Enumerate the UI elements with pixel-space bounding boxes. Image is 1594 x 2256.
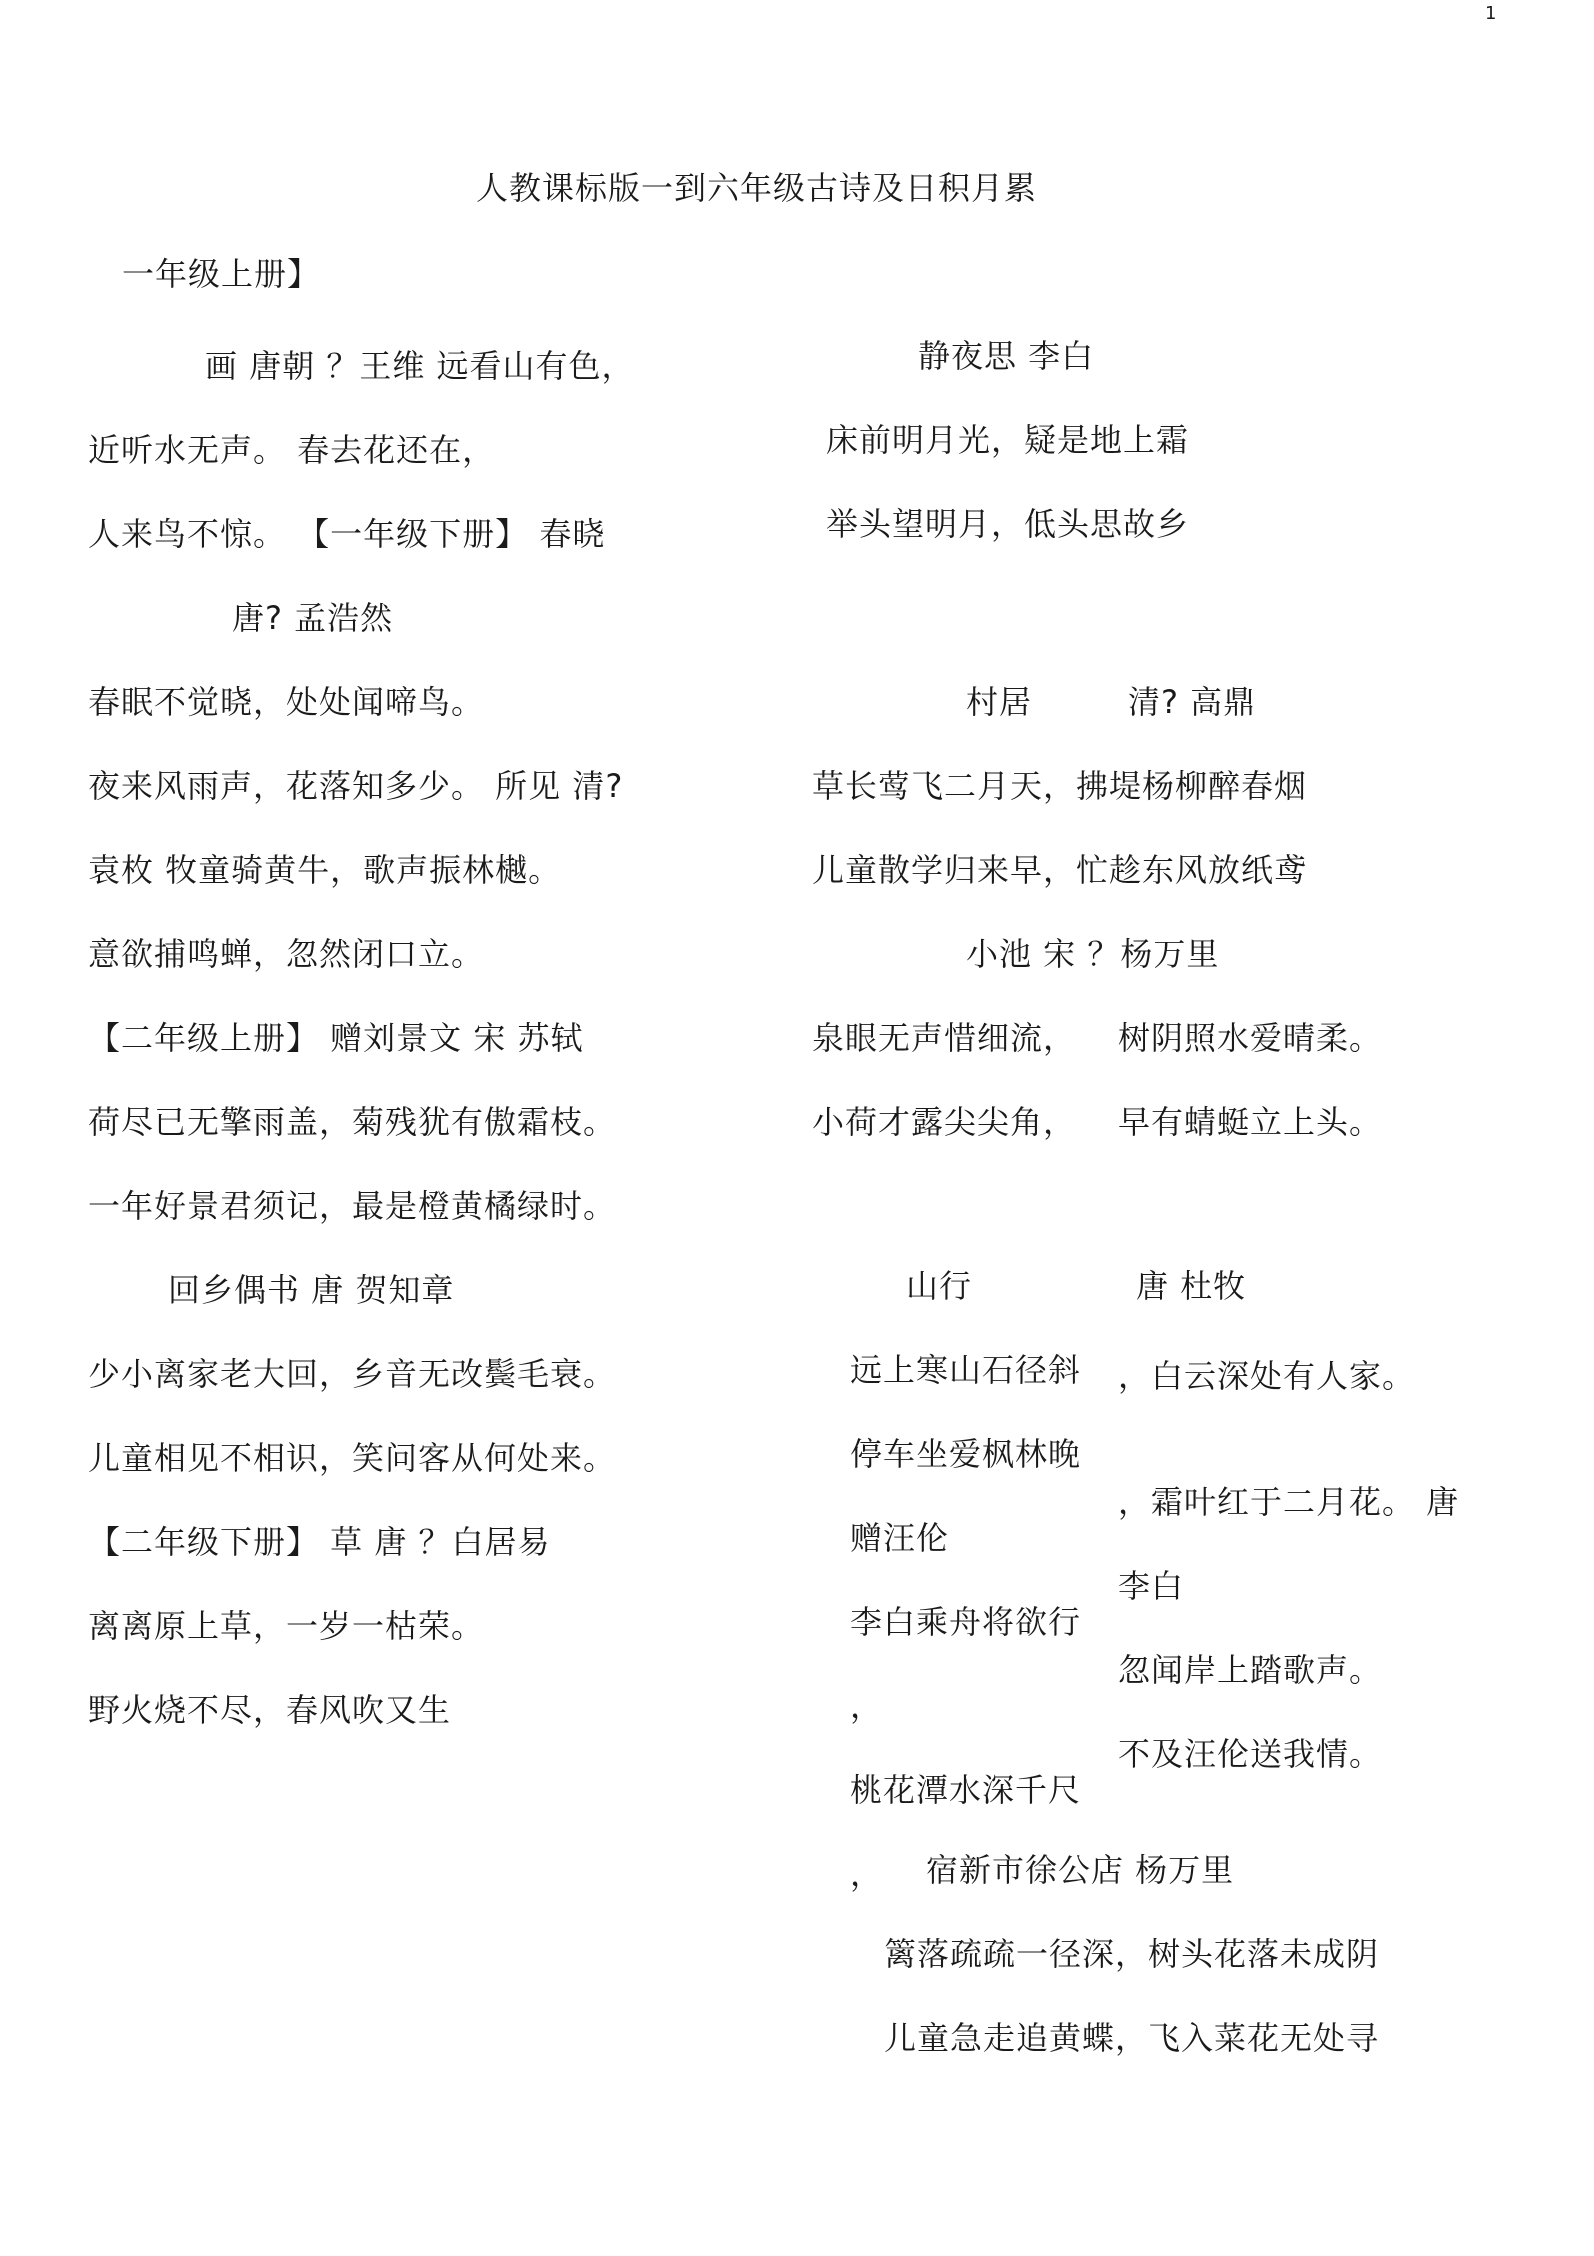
text-line: 【二年级上册】 赠刘景文 宋 苏轼 bbox=[88, 1019, 584, 1057]
text-line: 【二年级下册】 草 唐 ？白居易 bbox=[88, 1523, 551, 1561]
text-line: ，霜叶红于二月花。 唐 bbox=[1118, 1483, 1460, 1521]
document-title: 人教课标版一到六年级古诗及日积月累 bbox=[476, 169, 1038, 207]
text-line: 李白 bbox=[1118, 1567, 1185, 1605]
text-line: 桃花潭水深千尺 bbox=[850, 1771, 1082, 1809]
text-line: 唐 杜牧 bbox=[1136, 1267, 1247, 1305]
text-line: 树阴照水爱晴柔。 bbox=[1118, 1019, 1383, 1057]
text-line: 床前明月光，疑是地上霜 bbox=[826, 421, 1190, 459]
text-line: 近听水无声。 春去花还在， bbox=[88, 431, 496, 469]
text-line: 回乡偶书 唐 贺知章 bbox=[168, 1271, 455, 1309]
text-line: 村居 bbox=[966, 683, 1033, 721]
text-line: 夜来风雨声，花落知多少。 所见 清? bbox=[88, 767, 624, 805]
text-line: 忽闻岸上踏歌声。 bbox=[1118, 1651, 1383, 1689]
text-line: 宿新市徐公店 杨万里 bbox=[926, 1851, 1235, 1889]
text-line: 荷尽已无擎雨盖，菊残犹有傲霜枝。 bbox=[88, 1103, 617, 1141]
text-line: 一年好景君须记，最是橙黄橘绿时。 bbox=[88, 1187, 617, 1225]
text-line: 儿童散学归来早，忙趁东风放纸鸢 bbox=[812, 851, 1308, 889]
text-line: 春眠不觉晓，处处闻啼鸟。 bbox=[88, 683, 485, 721]
text-line: 画 唐朝 ？王维 远看山有色， bbox=[205, 347, 635, 385]
text-line: 举头望明月，低头思故乡 bbox=[826, 505, 1190, 543]
text-line: 篱落疏疏一径深，树头花落未成阴 bbox=[884, 1935, 1380, 1973]
text-line: 离离原上草，一岁一枯荣。 bbox=[88, 1607, 485, 1645]
text-line: 小池 宋 ？杨万里 bbox=[966, 935, 1220, 973]
text-line: 静夜思 李白 bbox=[918, 337, 1095, 375]
text-line: 人来鸟不惊。 【一年级下册】 春晓 bbox=[88, 515, 606, 553]
text-line: 一年级上册】 bbox=[122, 255, 321, 293]
text-line: 远上寒山石径斜 bbox=[850, 1351, 1082, 1389]
text-line: 泉眼无声惜细流， bbox=[812, 1019, 1077, 1057]
text-line: 不及汪伦送我情。 bbox=[1118, 1735, 1383, 1773]
text-line: 儿童相见不相识，笑问客从何处来。 bbox=[88, 1439, 617, 1477]
text-line: 儿童急走追黄蝶，飞入菜花无处寻 bbox=[884, 2019, 1380, 2057]
page-number: 1 bbox=[1485, 3, 1497, 24]
text-line: 清? 高鼎 bbox=[1128, 683, 1257, 721]
text-line: 停车坐爱枫林晚 bbox=[850, 1435, 1082, 1473]
text-line: 草长莺飞二月天，拂堤杨柳醉春烟 bbox=[812, 767, 1308, 805]
text-line: 山行 bbox=[906, 1267, 973, 1305]
text-line: 李白乘舟将欲行 bbox=[850, 1603, 1082, 1641]
text-line: 唐? 孟浩然 bbox=[232, 599, 394, 637]
text-line: ， bbox=[850, 1855, 884, 1893]
text-line: 野火烧不尽，春风吹又生 bbox=[88, 1691, 452, 1729]
text-line: ， bbox=[850, 1687, 884, 1725]
text-line: 少小离家老大回，乡音无改鬓毛衰。 bbox=[88, 1355, 617, 1393]
text-line: 意欲捕鸣蝉，忽然闭口立。 bbox=[88, 935, 485, 973]
text-line: ，白云深处有人家。 bbox=[1118, 1357, 1416, 1395]
text-line: 袁枚 牧童骑黄牛，歌声振林樾。 bbox=[88, 851, 562, 889]
text-line: 赠汪伦 bbox=[850, 1519, 950, 1557]
text-line: 小荷才露尖尖角， bbox=[812, 1103, 1077, 1141]
text-line: 早有蜻蜓立上头。 bbox=[1118, 1103, 1383, 1141]
